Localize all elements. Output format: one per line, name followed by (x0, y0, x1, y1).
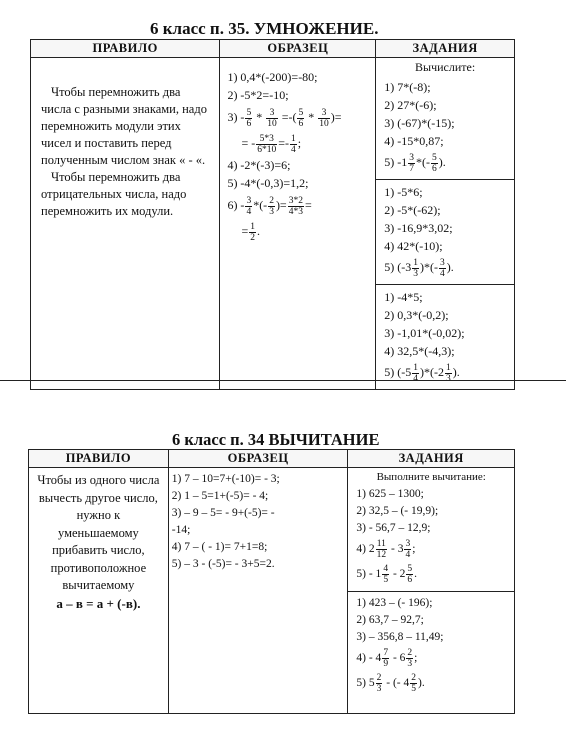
subtraction-formula: а – в = а + (-в). (56, 595, 141, 611)
fraction: $\frac{1}{4}$ (290, 133, 296, 155)
task-item: 4) - 4 $\frac{7}{9}$ - 6 $\frac{2}{3}$ ; (356, 647, 418, 669)
fraction: $\frac{3*2}{4*3}$ (288, 195, 303, 217)
task-item: 4) -15*0,87; (384, 134, 444, 148)
fraction: $\frac{5}{6}$ (298, 107, 304, 129)
tasks-header: ЗАДАНИЯ (376, 40, 515, 58)
fraction: $\frac{2}{5}$ (411, 672, 416, 694)
page-divider (0, 380, 566, 381)
tasks-header: ЗАДАНИЯ (348, 450, 515, 468)
tasks-cell (348, 468, 515, 714)
sample-line: 3) – 9 – 5= - 9+(-5)= - (171, 507, 275, 519)
sample-header: ОБРАЗЕЦ (220, 40, 376, 58)
task-item: 2) 0,3*(-0,2); (384, 308, 449, 322)
sample-line: 1) 0,4*(-200)=-80; (227, 70, 318, 84)
task-item: 2) -5*(-62); (384, 203, 441, 217)
page2-title: 6 класс п. 34 ВЫЧИТАНИЕ (172, 430, 380, 449)
rule-paragraph-1: Чтобы перемножить два числа с разными знаками, надо перемножить модули этих чисел и поставить перед полученным числом знак « - «. (41, 85, 207, 167)
task-group-3 (376, 284, 514, 389)
sample-line: = - $\frac{5*3}{6*10}$ =- $\frac{1}{4}$ ; (241, 133, 302, 155)
task-group-1 (348, 485, 514, 591)
fraction: $\frac{7}{9}$ (383, 647, 389, 669)
fraction: $\frac{1}{3}$ (446, 362, 451, 384)
fraction: $\frac{1}{4}$ (413, 362, 418, 384)
tasks-cell (376, 58, 515, 390)
sample-cell (168, 468, 348, 714)
fraction: $\frac{11}{12}$ (376, 538, 387, 560)
task-item: 3) – 356,8 – 11,49; (356, 631, 444, 643)
sample-line: 3) - $\frac{5}{6}$ * $\frac{3}{10}$ =-( $\frac{5}{6}$ * $\frac{3}{10}$ )= (227, 107, 342, 129)
task-item: 3) (-67)*(-15); (384, 116, 455, 130)
task-item: 5) 5 $\frac{2}{3}$ - (- 4 $\frac{2}{5}$ ). (356, 672, 425, 694)
rule-header: ПРАВИЛО (31, 40, 220, 58)
tasks-instruction: Вычислите: (415, 60, 476, 74)
sample-line: = $\frac{1}{2}$ . (241, 221, 260, 243)
fraction: $\frac{5}{6}$ (246, 107, 252, 129)
task-group-2 (376, 179, 514, 284)
task-item: 1) 625 – 1300; (356, 488, 424, 500)
task-item: 1) -4*5; (384, 290, 423, 304)
subtraction-table (28, 449, 515, 714)
rule-cell (29, 468, 169, 714)
task-group-1 (376, 75, 514, 179)
page2-table-card (28, 449, 515, 714)
fraction: $\frac{5}{6}$ (432, 152, 437, 174)
fraction: $\frac{3}{4}$ (405, 538, 411, 560)
task-item: 5) - 1 $\frac{4}{5}$ - 2 $\frac{5}{6}$ . (356, 563, 418, 585)
task-group-2 (348, 591, 514, 700)
task-item: 3) -16,9*3,02; (384, 221, 453, 235)
task-item: 2) 32,5 – (- 19,9); (356, 505, 439, 517)
task-item: 2) 63,7 – 92,7; (356, 614, 424, 626)
task-item: 1) 423 – (- 196); (356, 597, 433, 609)
task-item: 4) 2 $\frac{11}{12}$ - 3 $\frac{3}{4}$ ; (356, 538, 416, 560)
task-item: 2) 27*(-6); (384, 98, 437, 112)
fraction: $\frac{4}{5}$ (383, 563, 389, 585)
sample-line: 1) 7 – 10=7+(-10)= - 3; (171, 473, 280, 485)
task-item: 5) (-3 $\frac{1}{3}$ )*(- $\frac{3}{4}$ ). (384, 257, 454, 279)
fraction: $\frac{3}{10}$ (319, 107, 329, 129)
sample-line: 6) - $\frac{3}{4}$ *(- $\frac{2}{3}$ )= $\frac{3*2}{4*3}$ = (227, 195, 312, 217)
page1-table-card (30, 39, 515, 390)
fraction: $\frac{3}{4}$ (246, 195, 252, 217)
fraction: $\frac{2}{3}$ (407, 647, 413, 669)
task-item: 4) 32,5*(-4,3); (384, 344, 455, 358)
sample-line: 4) -2*(-3)=6; (227, 158, 291, 172)
task-item: 1) -5*6; (384, 185, 423, 199)
sample-cell (220, 58, 376, 390)
page1-title: 6 класс п. 35. УМНОЖЕНИЕ. (150, 19, 379, 38)
sample-line: 5) – 3 - (-5)= - 3+5=2. (171, 558, 275, 570)
rule-paragraph-2: Чтобы перемножить два отрицательных числа, надо перемножить их модули. (41, 170, 187, 218)
sample-line: 5) -4*(-0,3)=1,2; (227, 176, 309, 190)
fraction: $\frac{1}{2}$ (250, 221, 255, 243)
task-item: 3) - 56,7 – 12,9; (356, 522, 431, 534)
fraction: $\frac{1}{3}$ (413, 257, 418, 279)
fraction: $\frac{5}{6}$ (407, 563, 413, 585)
fraction: $\frac{3}{4}$ (440, 257, 445, 279)
rule-cell (31, 58, 220, 390)
task-item: 4) 42*(-10); (384, 239, 443, 253)
fraction: $\frac{2}{3}$ (376, 672, 382, 694)
rule-header: ПРАВИЛО (29, 450, 169, 468)
sample-line: 2) -5*2=-10; (227, 88, 289, 102)
sample-header: ОБРАЗЕЦ (168, 450, 348, 468)
fraction: $\frac{2}{3}$ (269, 195, 274, 217)
fraction: $\frac{3}{10}$ (267, 107, 277, 129)
task-item: 1) 7*(-8); (384, 80, 431, 94)
task-item: 5) (-5 $\frac{1}{4}$ )*(-2 $\frac{1}{3}$ ). (384, 362, 460, 384)
sample-line: 4) 7 – ( - 1)= 7+1=8; (171, 541, 268, 553)
task-item: 5) -1 $\frac{3}{7}$ *(- $\frac{5}{6}$ ). (384, 152, 446, 174)
task-item: 3) -1,01*(-0,02); (384, 326, 465, 340)
rule-paragraph: Чтобы из одного числа вычесть другое число, нужно к уменьшаемому прибавить число, противоположное вычитаемому (37, 473, 160, 592)
fraction: $\frac{3}{7}$ (409, 152, 414, 174)
multiplication-table (30, 39, 515, 390)
sample-line: -14; (171, 524, 191, 536)
fraction: $\frac{5*3}{6*10}$ (257, 133, 277, 155)
sample-line: 2) 1 – 5=1+(-5)= - 4; (171, 490, 269, 502)
tasks-instruction: Выполните вычитание: (376, 471, 486, 483)
